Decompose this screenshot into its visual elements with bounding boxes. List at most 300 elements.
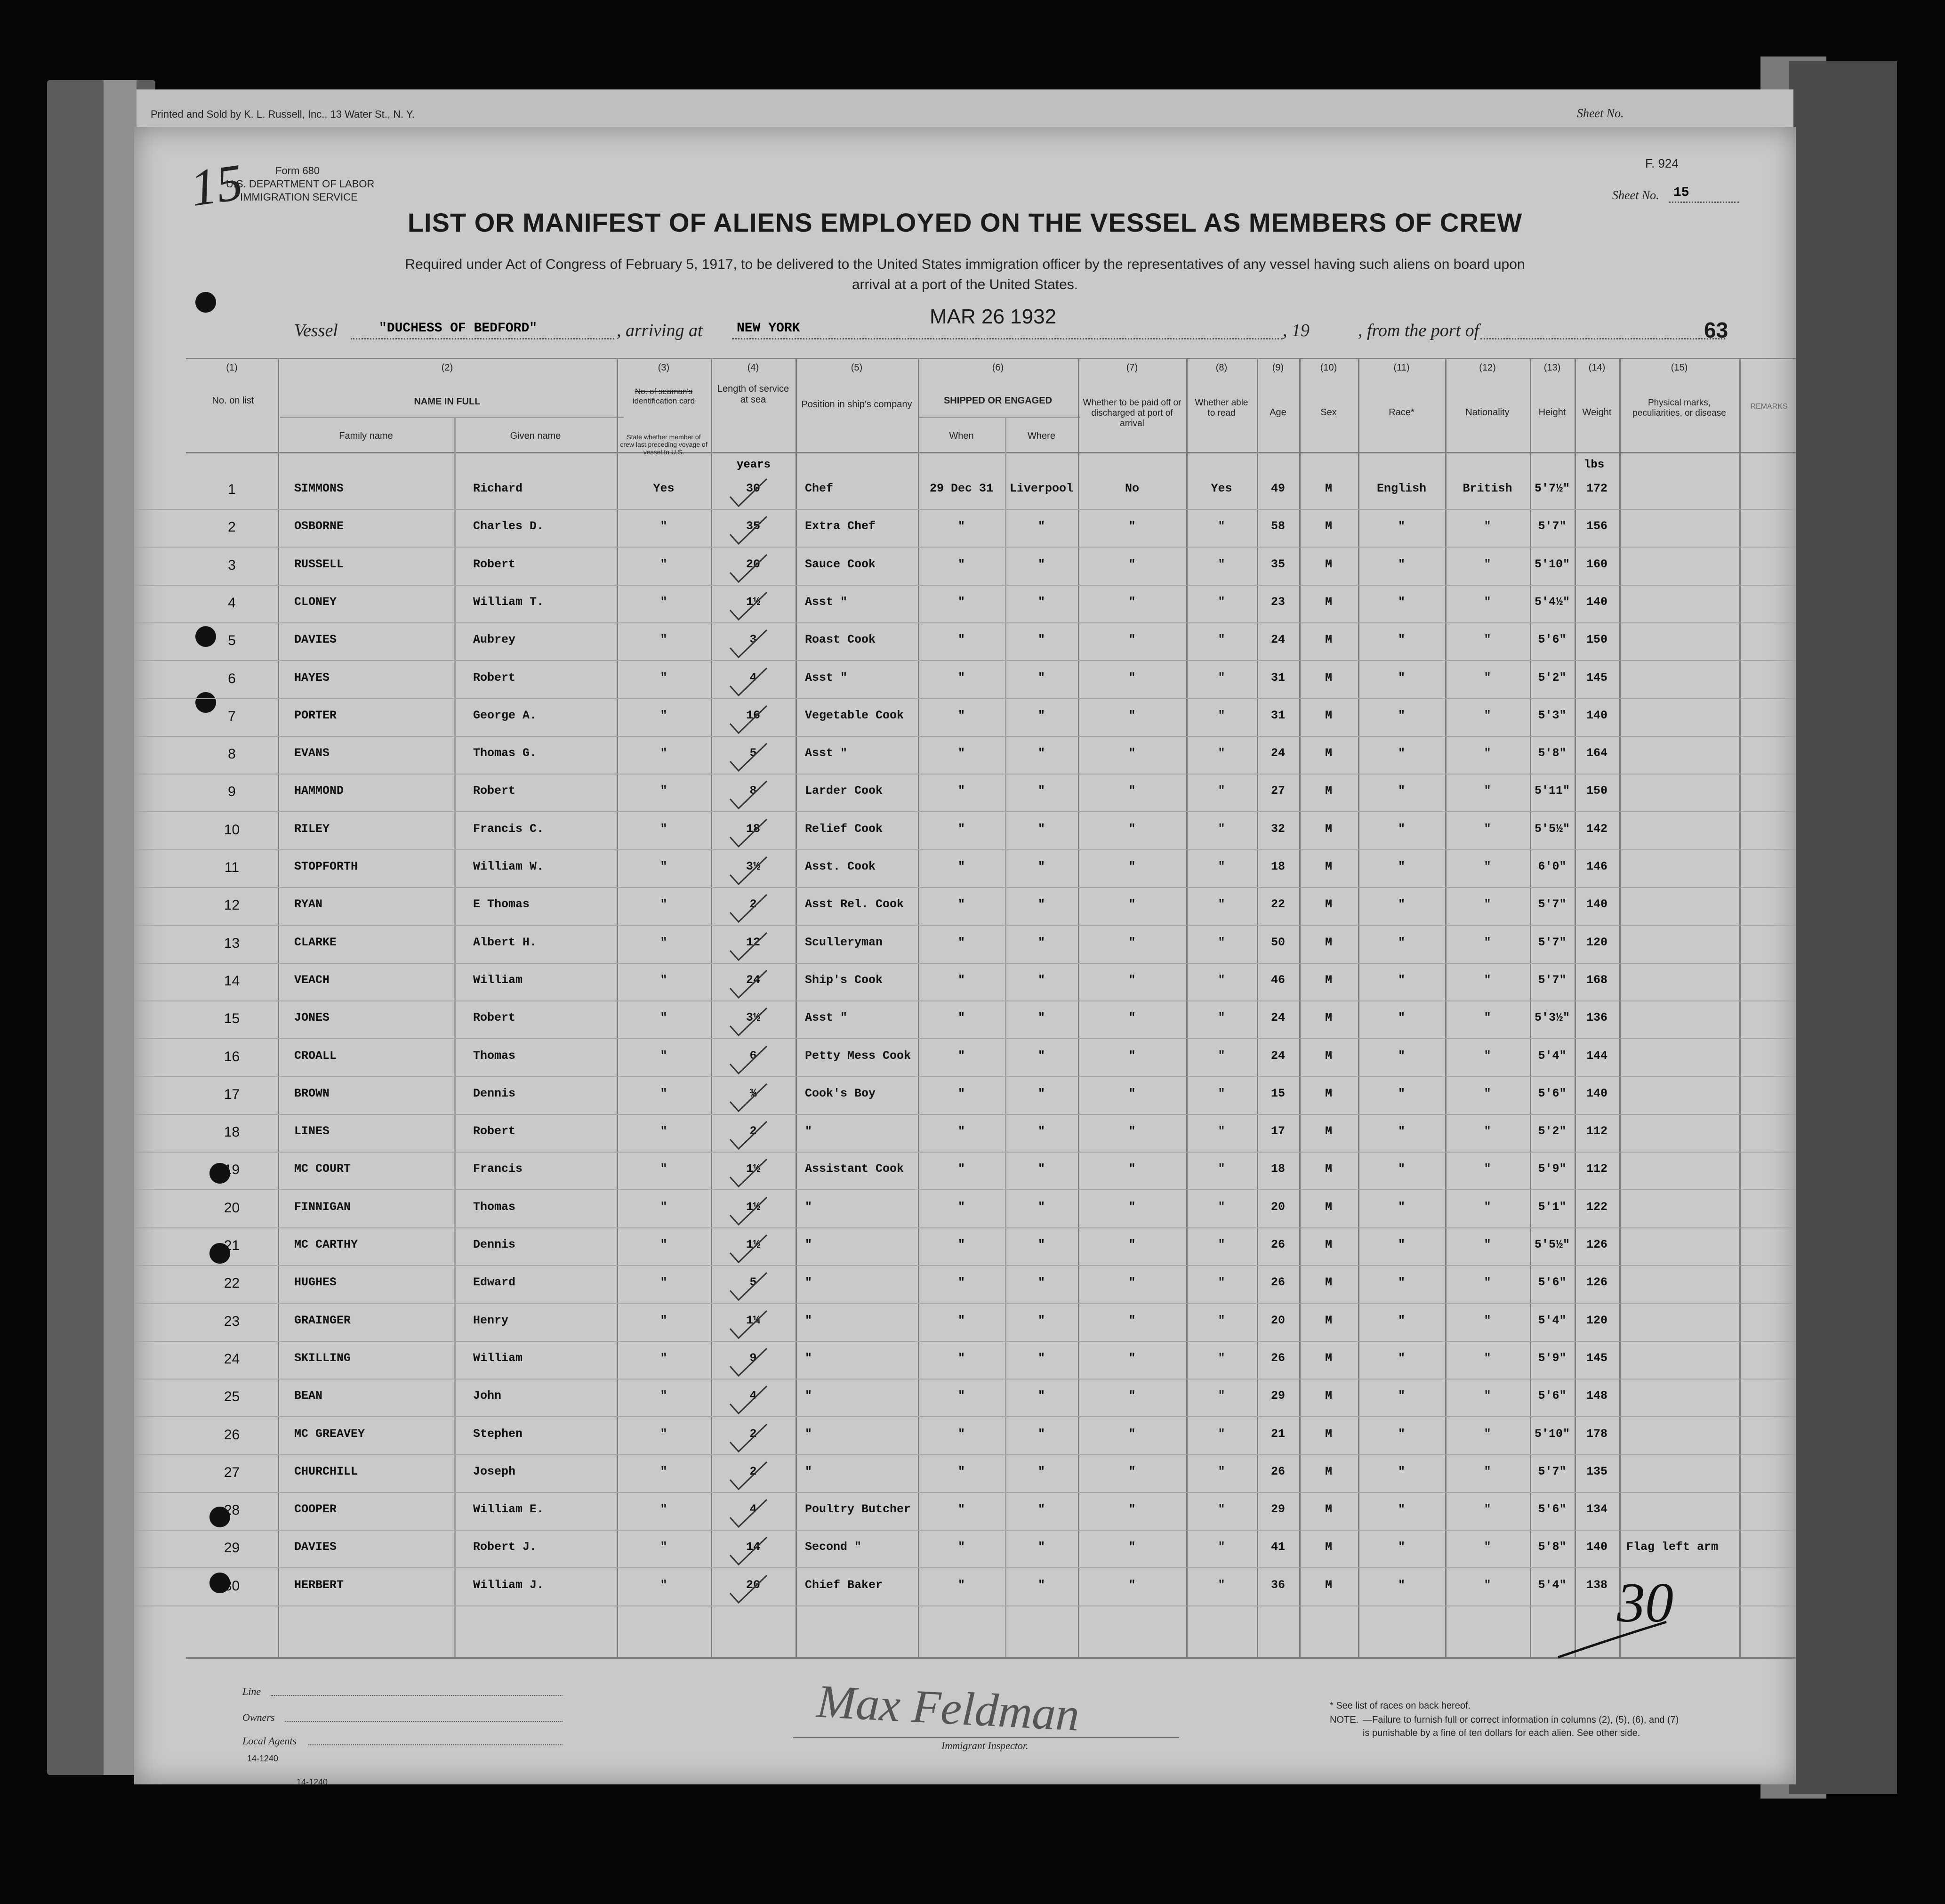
able-to-read: " xyxy=(1218,897,1225,912)
col-header-position: Position in ship's company xyxy=(801,399,912,410)
age: 20 xyxy=(1270,1313,1285,1327)
ship-position: Asst " xyxy=(805,595,848,609)
nationality: " xyxy=(1484,1011,1491,1025)
check-mark-stroke xyxy=(730,1235,767,1262)
shipped-where: " xyxy=(1037,1049,1045,1063)
row-number: 7 xyxy=(228,708,236,724)
age: 26 xyxy=(1270,1351,1285,1365)
service-length: 8 xyxy=(749,784,757,798)
height: 5'10" xyxy=(1534,557,1570,571)
given-name: William T. xyxy=(473,595,544,609)
family-name: MC GREAVEY xyxy=(294,1427,365,1441)
row-divider xyxy=(134,1227,1796,1228)
sex: M xyxy=(1325,1502,1332,1517)
shipped-when: " xyxy=(957,973,965,987)
age: 18 xyxy=(1270,1162,1285,1176)
table-row xyxy=(134,1272,1796,1305)
shipped-where: " xyxy=(1037,708,1045,722)
given-name: Robert xyxy=(473,1124,516,1138)
printer-credit: Printed and Sold by K. L. Russell, Inc., 13 Water St., N. Y. xyxy=(151,108,415,120)
family-name: HAMMOND xyxy=(294,784,344,798)
age: 15 xyxy=(1270,1086,1285,1100)
footer-owners-rule xyxy=(285,1721,563,1722)
row-divider xyxy=(134,811,1796,812)
weight: 144 xyxy=(1586,1049,1607,1063)
nationality: " xyxy=(1484,973,1491,987)
paid-off: " xyxy=(1128,633,1136,647)
check-mark-icon xyxy=(727,590,770,623)
subtitle-line-1: Required under Act of Congress of February 5, 1917, to be delivered to the United States immigration officer by the representatives of any vessel having such aliens on board upon xyxy=(405,257,1525,272)
row-number: 5 xyxy=(228,633,236,649)
age: 21 xyxy=(1270,1427,1285,1441)
previous-voyage: " xyxy=(660,935,667,949)
arrival-port: NEW YORK xyxy=(737,321,800,336)
paid-off: " xyxy=(1128,708,1136,722)
nationality: " xyxy=(1484,557,1491,571)
check-mark-stroke xyxy=(730,516,767,544)
row-divider xyxy=(134,1265,1796,1266)
shipped-when: " xyxy=(957,822,965,836)
col-number: (14) xyxy=(1588,363,1606,373)
family-name: LINES xyxy=(294,1124,330,1138)
able-to-read: " xyxy=(1218,1351,1225,1365)
shipped-when: " xyxy=(957,1162,965,1176)
ship-position: Asst. Cook xyxy=(805,860,876,873)
table-row xyxy=(134,1536,1796,1569)
row-number: 29 xyxy=(224,1540,240,1556)
nationality: " xyxy=(1484,1200,1491,1214)
age: 32 xyxy=(1270,822,1285,836)
able-to-read: " xyxy=(1218,1427,1225,1441)
family-name: GRAINGER xyxy=(294,1313,351,1327)
row-divider xyxy=(134,660,1796,661)
able-to-read: " xyxy=(1218,1502,1225,1517)
footer-form-code-2: 14-1240 xyxy=(297,1777,328,1787)
col-number: (8) xyxy=(1215,363,1228,373)
check-mark-stroke xyxy=(730,933,767,960)
sex: M xyxy=(1325,784,1332,798)
arriving-label: , arriving at xyxy=(617,321,703,340)
family-name: HERBERT xyxy=(294,1578,344,1592)
sex: M xyxy=(1325,1464,1332,1478)
race: " xyxy=(1398,708,1405,722)
ship-position: " xyxy=(805,1200,812,1214)
nationality: " xyxy=(1484,1351,1491,1365)
family-name: RUSSELL xyxy=(294,557,344,571)
arrival-date-stamp: MAR 26 1932 xyxy=(930,305,1057,328)
height: 5'2" xyxy=(1538,670,1567,685)
check-mark-stroke xyxy=(730,1084,767,1111)
sex: M xyxy=(1325,1578,1332,1592)
check-mark-stroke xyxy=(730,819,767,847)
check-mark-stroke xyxy=(730,895,767,922)
previous-voyage: " xyxy=(660,1464,667,1478)
shipped-where: " xyxy=(1037,1200,1045,1214)
table-row xyxy=(134,1461,1796,1494)
ship-position: Vegetable Cook xyxy=(805,708,904,722)
family-name: CLONEY xyxy=(294,595,337,609)
sex: M xyxy=(1325,1238,1332,1251)
weight: 136 xyxy=(1586,1011,1607,1025)
table-row xyxy=(134,1499,1796,1532)
age: 41 xyxy=(1270,1540,1285,1554)
shipped-when: " xyxy=(957,1464,965,1478)
col-header-physical: Physical marks, peculiarities, or disease xyxy=(1632,398,1726,418)
check-mark-icon xyxy=(727,1271,770,1304)
check-mark-stroke xyxy=(730,1575,767,1603)
check-mark-stroke xyxy=(730,1197,767,1225)
paid-off: " xyxy=(1128,1200,1136,1214)
subtitle-line-2: arrival at a port of the United States. xyxy=(852,277,1078,292)
paid-off: " xyxy=(1128,1389,1136,1403)
nationality: " xyxy=(1484,1389,1491,1403)
table-row xyxy=(134,1574,1796,1607)
sex: M xyxy=(1325,746,1332,760)
sex: M xyxy=(1325,1427,1332,1441)
footer-form-code: 14-1240 xyxy=(247,1754,279,1763)
sex: M xyxy=(1325,1540,1332,1554)
col-header-sex: Sex xyxy=(1320,407,1337,418)
check-mark-stroke xyxy=(730,555,767,582)
nationality: British xyxy=(1463,482,1512,495)
form-number: Form 680 xyxy=(275,165,320,177)
shipped-where: " xyxy=(1037,1275,1045,1290)
height: 5'6" xyxy=(1538,1502,1567,1517)
table-row xyxy=(134,667,1796,700)
row-divider xyxy=(134,774,1796,775)
height: 5'6" xyxy=(1538,633,1567,647)
able-to-read: " xyxy=(1218,1238,1225,1251)
check-mark-icon xyxy=(727,1006,770,1039)
height: 5'7" xyxy=(1538,935,1567,949)
row-number: 13 xyxy=(224,935,240,951)
previous-voyage: " xyxy=(660,557,667,571)
table-row xyxy=(134,478,1796,511)
weight: 164 xyxy=(1586,746,1607,760)
table-row xyxy=(134,591,1796,624)
ship-position: Cook's Boy xyxy=(805,1086,876,1100)
check-mark-icon xyxy=(727,1573,770,1606)
table-row xyxy=(134,1007,1796,1040)
name-subheader-rule xyxy=(280,417,624,418)
table-row xyxy=(134,1310,1796,1343)
shipped-subheader-rule xyxy=(918,417,1080,418)
race: " xyxy=(1398,1200,1405,1214)
col-header-shipped: SHIPPED OR ENGAGED xyxy=(943,395,1053,406)
handwritten-sheet-number: 15 xyxy=(186,153,246,218)
departure-port-rule xyxy=(1480,338,1725,339)
nationality: " xyxy=(1484,1464,1491,1478)
able-to-read: " xyxy=(1218,935,1225,949)
race: " xyxy=(1398,1427,1405,1441)
able-to-read: " xyxy=(1218,822,1225,836)
family-name: CLARKE xyxy=(294,935,337,949)
physical-marks: Flag left arm xyxy=(1626,1540,1719,1554)
col-number: (13) xyxy=(1543,363,1561,373)
row-divider xyxy=(134,1114,1796,1115)
able-to-read: " xyxy=(1218,633,1225,647)
page-title: LIST OR MANIFEST OF ALIENS EMPLOYED ON THE VESSEL AS MEMBERS OF CREW xyxy=(407,208,1523,237)
family-name: CHURCHILL xyxy=(294,1464,358,1478)
row-divider xyxy=(134,1189,1796,1190)
shipped-when: " xyxy=(957,897,965,912)
given-name: Charles D. xyxy=(473,519,544,533)
age: 24 xyxy=(1270,746,1285,760)
sex: M xyxy=(1325,633,1332,647)
given-name: Robert xyxy=(473,784,516,798)
paid-off: " xyxy=(1128,1124,1136,1138)
previous-voyage: " xyxy=(660,784,667,798)
nationality: " xyxy=(1484,1162,1491,1176)
previous-voyage: " xyxy=(660,897,667,912)
check-mark-stroke xyxy=(730,781,767,808)
shipped-where: " xyxy=(1037,1464,1045,1478)
check-mark-stroke xyxy=(730,1273,767,1300)
able-to-read: " xyxy=(1218,1124,1225,1138)
previous-voyage: " xyxy=(660,519,667,533)
height: 5'9" xyxy=(1538,1162,1567,1176)
race: " xyxy=(1398,1086,1405,1100)
able-to-read: " xyxy=(1218,1313,1225,1327)
row-number: 16 xyxy=(224,1049,240,1065)
row-divider xyxy=(134,925,1796,926)
race: " xyxy=(1398,746,1405,760)
height: 5'6" xyxy=(1538,1389,1567,1403)
row-number: 30 xyxy=(224,1578,240,1594)
race: " xyxy=(1398,897,1405,912)
sex: M xyxy=(1325,670,1332,685)
sheet-number-value: 15 xyxy=(1673,186,1689,200)
footer-owners-label: Owners xyxy=(242,1711,275,1723)
weight: 145 xyxy=(1586,670,1607,685)
age: 31 xyxy=(1270,708,1285,722)
row-number: 8 xyxy=(228,746,236,762)
ship-position: Larder Cook xyxy=(805,784,883,798)
service-length: 3½ xyxy=(746,1011,760,1025)
row-number: 20 xyxy=(224,1200,240,1216)
shipped-when: " xyxy=(957,595,965,609)
race: " xyxy=(1398,822,1405,836)
sex: M xyxy=(1325,595,1332,609)
age: 29 xyxy=(1270,1502,1285,1517)
height: 5'3½" xyxy=(1534,1011,1570,1025)
given-name: Robert xyxy=(473,557,516,571)
ship-position: Asst " xyxy=(805,670,848,685)
race: " xyxy=(1398,557,1405,571)
col-header-when: When xyxy=(949,431,974,441)
given-name: William J. xyxy=(473,1578,544,1592)
weight: 140 xyxy=(1586,897,1607,912)
check-mark-icon xyxy=(727,893,770,926)
previous-voyage: " xyxy=(660,1540,667,1554)
check-mark-stroke xyxy=(730,1386,767,1413)
race: " xyxy=(1398,1124,1405,1138)
sex: M xyxy=(1325,708,1332,722)
table-row xyxy=(134,742,1796,775)
back-sheet-number-label: Sheet No. xyxy=(1577,106,1624,120)
age: 26 xyxy=(1270,1275,1285,1290)
row-divider xyxy=(134,547,1796,548)
check-mark-stroke xyxy=(730,630,767,657)
note-label: NOTE. xyxy=(1330,1715,1359,1725)
shipped-when: " xyxy=(957,1389,965,1403)
weight: 134 xyxy=(1586,1502,1607,1517)
given-name: Thomas xyxy=(473,1049,516,1063)
given-name: Francis xyxy=(473,1162,523,1176)
able-to-read: " xyxy=(1218,973,1225,987)
ship-position: " xyxy=(805,1351,812,1365)
row-number: 27 xyxy=(224,1464,240,1480)
col-header-where: Where xyxy=(1028,431,1055,441)
given-name: Edward xyxy=(473,1275,516,1290)
able-to-read: " xyxy=(1218,1200,1225,1214)
previous-voyage: " xyxy=(660,1578,667,1592)
family-name: BROWN xyxy=(294,1086,330,1100)
height: 5'7" xyxy=(1538,1464,1567,1478)
service-length: 14 xyxy=(746,1540,760,1554)
table-row xyxy=(134,629,1796,662)
col-number: (2) xyxy=(441,363,453,373)
table-row xyxy=(134,969,1796,1002)
sex: M xyxy=(1325,822,1332,836)
col-header-age: Age xyxy=(1270,407,1286,418)
previous-voyage: " xyxy=(660,1238,667,1251)
weight: 148 xyxy=(1586,1389,1607,1403)
weight: 112 xyxy=(1586,1162,1607,1176)
page-number: 63 xyxy=(1704,318,1728,342)
height: 5'7" xyxy=(1538,973,1567,987)
service-length: 24 xyxy=(746,973,760,987)
family-name: RILEY xyxy=(294,822,330,836)
ship-position: Extra Chef xyxy=(805,519,876,533)
previous-voyage: " xyxy=(660,822,667,836)
paid-off: " xyxy=(1128,670,1136,685)
weight: 178 xyxy=(1586,1427,1607,1441)
col-header-length: Length of service at sea xyxy=(717,384,789,405)
check-mark-stroke xyxy=(730,706,767,733)
service-length: 2 xyxy=(749,1464,757,1478)
shipped-when: " xyxy=(957,670,965,685)
ship-position: Assistant Cook xyxy=(805,1162,904,1176)
nationality: " xyxy=(1484,1578,1491,1592)
table-row xyxy=(134,1158,1796,1191)
row-divider xyxy=(134,1000,1796,1001)
row-number: 24 xyxy=(224,1351,240,1367)
race: " xyxy=(1398,1011,1405,1025)
height: 5'3" xyxy=(1538,708,1567,722)
footer-agents-rule xyxy=(308,1744,563,1745)
shipped-where: " xyxy=(1037,1502,1045,1517)
given-name: William E. xyxy=(473,1502,544,1517)
vessel-name: "DUCHESS OF BEDFORD" xyxy=(379,321,538,336)
shipped-when: " xyxy=(957,1502,965,1517)
family-name: SKILLING xyxy=(294,1351,351,1365)
row-number: 11 xyxy=(224,860,240,875)
sex: M xyxy=(1325,1313,1332,1327)
row-number: 3 xyxy=(228,557,236,573)
shipped-where: " xyxy=(1037,1011,1045,1025)
family-name: CROALL xyxy=(294,1049,337,1063)
note-text-1: —Failure to furnish full or correct information in columns (2), (5), (6), and (7) xyxy=(1363,1715,1679,1725)
age: 29 xyxy=(1270,1389,1285,1403)
able-to-read: " xyxy=(1218,1464,1225,1478)
row-number: 19 xyxy=(224,1162,240,1178)
row-divider xyxy=(134,736,1796,737)
shipped-when: " xyxy=(957,633,965,647)
row-divider xyxy=(134,1076,1796,1077)
check-mark-icon xyxy=(727,742,770,775)
row-number: 17 xyxy=(224,1086,240,1102)
row-divider xyxy=(134,1303,1796,1304)
family-name: MC CARTHY xyxy=(294,1238,358,1251)
ship-position: Poultry Butcher xyxy=(805,1502,911,1517)
table-row xyxy=(134,1234,1796,1267)
col-number: (10) xyxy=(1320,363,1337,373)
weight: 122 xyxy=(1586,1200,1607,1214)
years-unit: years xyxy=(737,459,771,471)
able-to-read: " xyxy=(1218,595,1225,609)
check-mark-icon xyxy=(727,1044,770,1077)
col-number: (7) xyxy=(1126,363,1138,373)
given-name: Robert xyxy=(473,1011,516,1025)
row-number: 15 xyxy=(224,1011,240,1027)
able-to-read: " xyxy=(1218,1389,1225,1403)
previous-voyage: " xyxy=(660,595,667,609)
sex: M xyxy=(1325,935,1332,949)
shipped-where: " xyxy=(1037,1389,1045,1403)
table-row xyxy=(134,780,1796,813)
check-mark-icon xyxy=(727,1460,770,1493)
check-mark-icon xyxy=(727,704,770,737)
paid-off: " xyxy=(1128,746,1136,760)
shipped-when: " xyxy=(957,1275,965,1290)
shipped-when: " xyxy=(957,557,965,571)
able-to-read: " xyxy=(1218,1086,1225,1100)
nationality: " xyxy=(1484,1427,1491,1441)
previous-voyage: " xyxy=(660,973,667,987)
shipped-when: 29 Dec 31 xyxy=(929,482,994,495)
check-mark-stroke xyxy=(730,1424,767,1452)
paid-off: " xyxy=(1128,1086,1136,1100)
sheet-number-label: Sheet No. xyxy=(1612,188,1659,202)
sex: M xyxy=(1325,1124,1332,1138)
shipped-where: " xyxy=(1037,519,1045,533)
sex: M xyxy=(1325,897,1332,912)
ship-position: Asst Rel. Cook xyxy=(805,897,904,912)
col-header-paid-off: Whether to be paid off or discharged at port of arrival xyxy=(1083,398,1181,428)
nationality: " xyxy=(1484,746,1491,760)
col-header-height: Height xyxy=(1538,407,1566,418)
able-to-read: " xyxy=(1218,1540,1225,1554)
height: 5'9" xyxy=(1538,1351,1567,1365)
family-name: HUGHES xyxy=(294,1275,337,1290)
shipped-where: " xyxy=(1037,1427,1045,1441)
row-divider xyxy=(134,1416,1796,1417)
able-to-read: " xyxy=(1218,1011,1225,1025)
previous-voyage: " xyxy=(660,1049,667,1063)
sex: M xyxy=(1325,1200,1332,1214)
paid-off: " xyxy=(1128,784,1136,798)
ship-position: Sauce Cook xyxy=(805,557,876,571)
table-row xyxy=(134,705,1796,738)
weight: 126 xyxy=(1586,1238,1607,1251)
check-mark-icon xyxy=(727,968,770,1001)
race: " xyxy=(1398,519,1405,533)
manifest-page xyxy=(134,127,1796,1787)
sex: M xyxy=(1325,519,1332,533)
shipped-when: " xyxy=(957,708,965,722)
previous-voyage: " xyxy=(660,1502,667,1517)
